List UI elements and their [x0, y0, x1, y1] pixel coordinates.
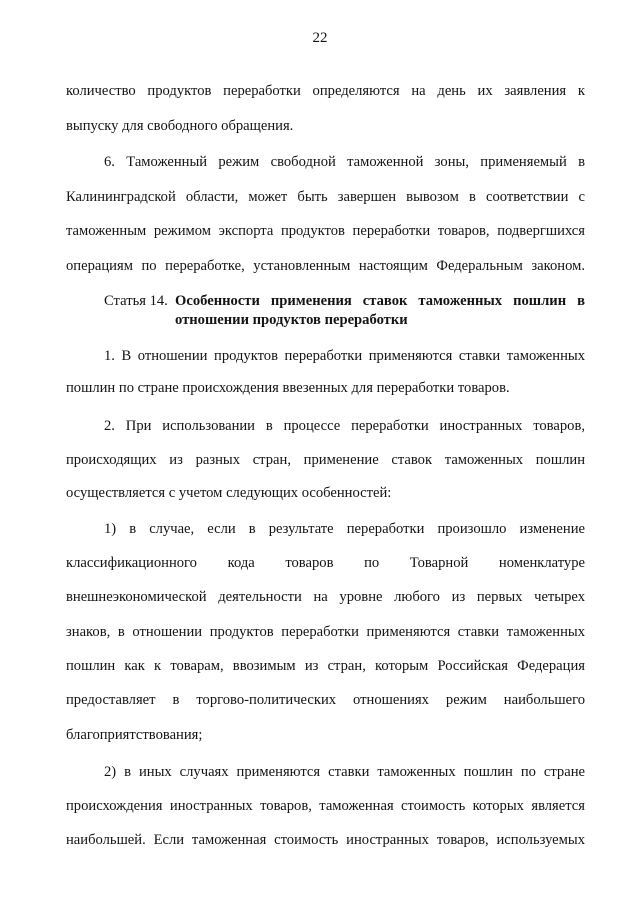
text-line: пошлин по стране происхождения ввезенных для переработки товаров. [66, 380, 510, 396]
text-line: предоставляет в торгово-политических отношениях режим наибольшего [66, 692, 585, 708]
text-line: осуществляется с учетом следующих особенностей: [66, 485, 392, 501]
text-line: благоприятствования; [66, 727, 203, 743]
text-line: 2) в иных случаях применяются ставки таможенных пошлин по стране [104, 764, 585, 780]
text-line: происхождения иностранных товаров, таможенная стоимость которых является [66, 798, 585, 814]
text-line: знаков, в отношении продуктов переработки применяются ставки таможенных [66, 624, 585, 640]
text-line: операциям по переработке, установленным настоящим Федеральным законом. [66, 258, 585, 274]
text-line: внешнеэкономической деятельности на уровне любого из первых четырех [66, 589, 585, 605]
text-line: 6. Таможенный режим свободной таможенной зоны, применяемый в [104, 154, 585, 170]
article-title-line: Особенности применения ставок таможенных пошлин в [175, 293, 585, 309]
article-number: Статья 14. [104, 293, 168, 309]
text-line: Калининградской области, может быть завершен вывозом в соответствии с [66, 189, 585, 205]
text-line: 1. В отношении продуктов переработки применяются ставки таможенных [104, 348, 585, 364]
text-line: выпуску для свободного обращения. [66, 118, 294, 134]
text-line: 1) в случае, если в результате переработки произошло изменение [104, 521, 585, 537]
article-title-line: отношении продуктов переработки [175, 312, 408, 328]
text-line: 2. При использовании в процессе переработки иностранных товаров, [104, 418, 585, 434]
text-line: наибольшей. Если таможенная стоимость иностранных товаров, используемых [66, 832, 585, 848]
text-line: количество продуктов переработки определяются на день их заявления к [66, 83, 585, 99]
page-number: 22 [312, 30, 328, 46]
text-line: пошлин как к товарам, ввозимым из стран, которым Российская Федерация [66, 658, 585, 674]
text-line: происходящих из разных стран, применение ставок таможенных пошлин [66, 452, 585, 468]
text-line: классификационного кода товаров по Товарной номенклатуре [66, 555, 585, 571]
text-line: таможенным режимом экспорта продуктов переработки товаров, подвергшихся [66, 223, 585, 239]
